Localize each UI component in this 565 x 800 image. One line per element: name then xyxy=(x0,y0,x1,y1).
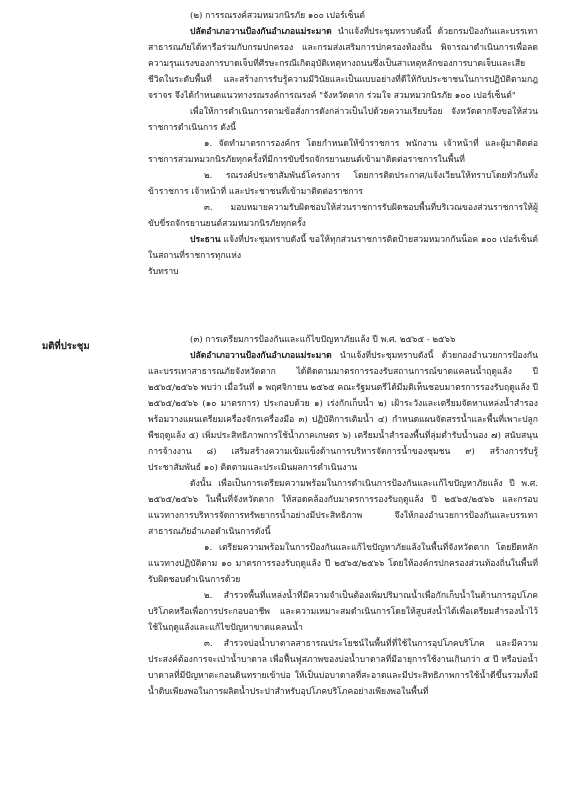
chair-statement-text: แจ้งที่ประชุมทราบดังนี้ ขอให้ทุกส่วนราชการติดป้ายสวมหมวกกันน็อค ๑๐๐ เปอร์เซ็นต์ ในสถานที่ราชการทุกแห่ง xyxy=(148,235,538,261)
resolution-text: รับทราบ xyxy=(148,267,179,277)
section-helmet-heading: (๒) การรณรงค์สวมหมวกนิรภัย ๑๐๐ เปอร์เซ็นต์ xyxy=(190,11,365,21)
section-drought xyxy=(148,332,538,700)
section-helmet-item: ๒. รณรงค์ประชาสัมพันธ์โครงการ โดยการติดประกาศ/แจ้งเวียนให้ทราบโดยทั่วกันทั้งข้าราชการ เจ้าหน้าที่ และประชาชนที่เข้ามาติดต่อราชการ xyxy=(148,171,538,197)
resolution-side-label: มติที่ประชุม xyxy=(42,341,90,352)
section-drought-heading: (๓) การเตรียมการป้องกันและแก้ไขปัญหาภัยแล้ง ปี พ.ศ. ๒๕๖๕ - ๒๕๖๖ xyxy=(190,335,456,345)
section-drought-intro-text: นำแจ้งที่ประชุมทราบดังนี้ ด้วยกองอำนวยการป้องกันและบรรเทาสาธารณภัยจังหวัดตาก ได้ติดตามมาตรการรองรับสถานการณ์ขาดแคลนน้ำฤดูแล้ง ปี ๒๕๖๕/๒๕๖๖ พบว่า เมื่อวันที่ ๑ พฤศจิกายน ๒๕๖๕ คณะรัฐมนตรีได้มีมติเห็นชอบมาตรการรองรับฤดูแล้ง ปี ๒๕๖๕/๒๕๖๖ (๑๐ มาตรการ) ประกอบด้วย ๑) เร่งกักเก็บน้ำ ๒) เฝ้าระวังและเตรียมจัดหาแหล่งน้ำสำรอง พร้อมวางแผนเตรียมเครื่องจักรเครื่องมือ ๓) ปฏิบัติการเติมน้ำ ๔) กำหนดแผนจัดสรรน้ำและพื้นที่เพาะปลูกพืชฤดูแล้ง ๕) เพิ่มประสิทธิภาพการใช้น้ำภาคเกษตร ๖) เตรียมน้ำสำรองพื้นที่ลุ่มต่ำรับน้ำนอง ๗) สนับสนุนการจ้างงาน ๘) เสริมสร้างความเข้มแข็งด้านการบริหารจัดการน้ำของชุมชน ๙) สร้างการรับรู้ประชาสัมพันธ์ ๑๐) ติดตามและประเมินผลการดำเนินงาน xyxy=(148,351,538,473)
section-helmet-purpose: เพื่อให้การดำเนินการตามข้อสั่งการดังกล่าวเป็นไปด้วยความเรียบร้อย จังหวัดตากจึงขอให้ส่วนราชการดำเนินการ ดังนี้ xyxy=(148,107,538,133)
section-helmet xyxy=(148,8,538,280)
section-helmet-intro-text: นำแจ้งที่ประชุมทราบดังนี้ ด้วยกรมป้องกันและบรรเทาสาธารณภัยได้หารือร่วมกับกรมปกครอง และกรมส่งเสริมการปกครองท้องถิ่น พิจารณาดำเนินการเพื่อลดความรุนแรงของการบาดเจ็บที่ศีรษะกรณีเกิดอุบัติเหตุทางถนนซึ่งเป็นสาเหตุหลักของการบาดเจ็บและเสียชีวิตในระดับพื้นที่ และสร้างการรับรู้ความมีวินัยและเป็นแบบอย่างที่ดีให้กับประชาชนในการปฏิบัติตามกฎจราจร จึงได้กำหนดแนวทางรณรงค์การณรงค์ "จังหวัดตาก ร่วมใจ สวมหมวกนิรภัย ๑๐๐ เปอร์เซ็นต์" xyxy=(148,27,538,101)
section-drought-item: ๒. สำรวจพื้นที่แหล่งน้ำที่มีความจำเป็นต้องเพิ่มปริมาณน้ำเพื่อกักเก็บน้ำในด้านการอุปโภคบริโภคหรือเพื่อการประกอบอาชีพ และความเหมาะสมดำเนินการโดยให้สูบส่งน้ำได้เพื่อเตรียมสำรองน้ำไว้ใช้ในฤดูแล้งและแก้ไขปัญหาขาดแคลนน้ำ xyxy=(148,591,538,633)
speaker-name: ปลัดอำเภอวานป้องกันอำเภอแม่ระมาด xyxy=(190,27,332,37)
speaker-name: ปลัดอำเภอวานป้องกันอำเภอแม่ระมาด xyxy=(190,351,332,361)
chair-statement xyxy=(148,232,538,264)
section-helmet-item: ๑. จัดทำมาตรการองค์กร โดยกำหนดให้ข้าราชการ พนักงาน เจ้าหน้าที่ และผู้มาติดต่อราชการสวมหมวกนิรภัยทุกครั้งที่มีการขับขี่รถจักรยานยนต์เข้ามาติดต่อราชการในพื้นที่ xyxy=(148,139,538,165)
chair-label: ประธาน xyxy=(190,235,221,245)
section-drought-item: ๑. เตรียมความพร้อมในการป้องกันและแก้ไขปัญหาภัยแล้งในพื้นที่จังหวัดตาก โดยยึดหลักแนวทางปฏิบัติตาม ๑๐ มาตรการรองรับฤดูแล้ง ปี ๒๕๖๕/๒๕๖๖ โดยให้องค์กรปกครองส่วนท้องถิ่นในพื้นที่รับผิดชอบดำเนินการด้วย xyxy=(148,543,538,585)
section-helmet-intro xyxy=(148,24,538,104)
section-helmet-item: ๓. มอบหมายความรับผิดชอบให้ส่วนราชการรับผิดชอบพื้นที่บริเวณของส่วนราชการให้ผู้ขับขี่รถจักรยานยนต์สวมหมวกนิรภัยทุกครั้ง xyxy=(148,203,538,229)
section-drought-item: ๓. สำรวจบ่อน้ำบาดาลสาธารณประโยชน์ในพื้นที่ที่ใช้ในการอุปโภคบริโภค และมีความประสงค์ต้องการจะเป่าน้ำบาดาล เพื่อฟื้นฟูสภาพของบ่อน้ำบาดาลที่มีอายุการใช้งานเกินกว่า ๕ ปี หรือบ่อน้ำบาดาลที่มีปัญหาตะกอนดินทรายเข้าบ่อ ให้เป็นบ่อบาดาลที่สะอาดและมีประสิทธิภาพการใช้น้ำดีขึ้นรวมทั้งมีน้ำดิบเพียงพอในการผลิตน้ำประปาสำหรับอุปโภคบริโภคอย่างเพียงพอในพื้นที่ xyxy=(148,639,538,697)
section-drought-intro xyxy=(148,348,538,476)
section-drought-paragraph: ดังนั้น เพื่อเป็นการเตรียมความพร้อมในการดำเนินการป้องกันและแก้ไขปัญหาภัยแล้ง ปี พ.ศ. ๒๕๖๕/๒๕๖๖ ในพื้นที่จังหวัดตาก ให้สอดคล้องกับมาตรการรองรับฤดูแล้ง ปี ๒๕๖๕/๒๕๖๖ และกรอบแนวทางการบริหารจัดการทรัพยากรน้ำอย่างมีประสิทธิภาพ จึงให้กองอำนวยการป้องกันและบรรเทาสาธารณภัยอำเภอดำเนินการดังนี้ xyxy=(148,479,538,537)
